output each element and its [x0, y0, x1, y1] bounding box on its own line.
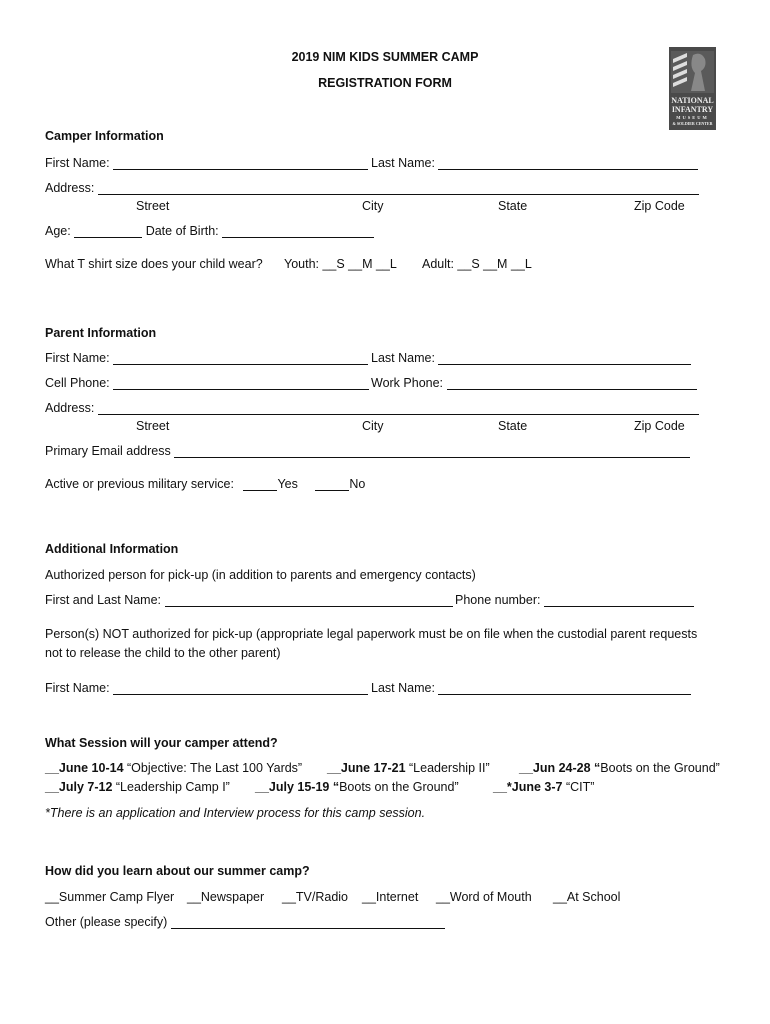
- learn-option-tv-radio[interactable]: __TV/Radio: [282, 890, 349, 904]
- camper-city-label: City: [362, 199, 384, 213]
- learn-option-internet[interactable]: __Internet: [362, 890, 419, 904]
- camper-address-field[interactable]: [98, 182, 699, 195]
- camper-age-label: Age:: [45, 224, 71, 238]
- session-4-name: “Leadership Camp I”: [112, 780, 230, 794]
- parent-state-label: State: [498, 419, 528, 433]
- authorized-phone-label: Phone number:: [455, 593, 541, 607]
- session-3-name: Boots on the Ground”: [600, 761, 720, 775]
- session-6-date: __*June 3-7: [493, 780, 563, 794]
- not-authorized-text-2: not to release the child to the other parent): [45, 646, 281, 660]
- camper-heading: Camper Information: [45, 129, 164, 143]
- tshirt-adult-sizes[interactable]: Adult: __S __M __L: [422, 257, 532, 271]
- session-2-name: “Leadership II”: [405, 761, 490, 775]
- parent-zip-label: Zip Code: [634, 419, 685, 433]
- camper-state-label: State: [498, 199, 528, 213]
- session-option-6[interactable]: [493, 780, 594, 794]
- parent-last-name-label: Last Name:: [371, 351, 435, 365]
- logo-text-line4: & SOLDIER CENTER: [672, 121, 713, 126]
- not-auth-first-name-label: First Name:: [45, 681, 110, 695]
- session-5-name: Boots on the Ground”: [339, 780, 459, 794]
- learn-option-newspaper[interactable]: __Newspaper: [187, 890, 265, 904]
- logo-text-line1: NATIONAL: [671, 96, 714, 105]
- not-authorized-text-1: Person(s) NOT authorized for pick-up (appropriate legal paperwork must be on file when the custodial parent requests: [45, 627, 698, 641]
- form-subtitle: REGISTRATION FORM: [318, 76, 452, 90]
- session-2-date: __June 17-21: [327, 761, 406, 775]
- camper-dob-label: Date of Birth:: [145, 224, 219, 238]
- logo-text-line2: INFANTRY: [671, 105, 714, 114]
- parent-cell-field[interactable]: [113, 377, 369, 390]
- session-option-2[interactable]: [327, 761, 490, 775]
- session-option-4[interactable]: [45, 780, 230, 794]
- learn-other-label: Other (please specify): [45, 915, 168, 929]
- camper-last-name-label: Last Name:: [371, 156, 435, 170]
- camper-zip-label: Zip Code: [634, 199, 685, 213]
- session-1-date: __June 10-14: [45, 761, 124, 775]
- tshirt-question: What T shirt size does your child wear?: [45, 257, 263, 271]
- learn-other-field[interactable]: [171, 916, 445, 929]
- flag-soldier-icon: [671, 51, 714, 93]
- session-option-3[interactable]: [519, 761, 720, 775]
- not-auth-first-name-field[interactable]: [113, 682, 368, 695]
- tshirt-youth-sizes[interactable]: Youth: __S __M __L: [284, 257, 397, 271]
- session-option-5[interactable]: [255, 780, 459, 794]
- camper-street-label: Street: [136, 199, 170, 213]
- military-no-field[interactable]: [315, 478, 349, 491]
- parent-work-label: Work Phone:: [371, 376, 444, 390]
- parent-work-field[interactable]: [447, 377, 697, 390]
- session-note: *There is an application and Interview process for this camp session.: [45, 806, 426, 820]
- military-yes-field[interactable]: [243, 478, 277, 491]
- camper-last-name-field[interactable]: [438, 157, 698, 170]
- authorized-name-field[interactable]: [165, 594, 453, 607]
- camper-dob-field[interactable]: [222, 225, 374, 238]
- parent-street-label: Street: [136, 419, 170, 433]
- session-5-date: __July 15-19 “: [255, 780, 340, 794]
- additional-heading: Additional Information: [45, 542, 179, 556]
- learn-option-school[interactable]: __At School: [553, 890, 621, 904]
- parent-first-name-field[interactable]: [113, 352, 368, 365]
- military-no-label: No: [349, 477, 366, 491]
- authorized-name-label: First and Last Name:: [45, 593, 162, 607]
- parent-last-name-field[interactable]: [438, 352, 691, 365]
- not-auth-last-name-field[interactable]: [438, 682, 691, 695]
- learn-heading: How did you learn about our summer camp?: [45, 864, 310, 878]
- parent-address-field[interactable]: [98, 402, 699, 415]
- session-3-date: __Jun 24-28 “: [519, 761, 601, 775]
- authorized-pickup-text: Authorized person for pick-up (in addition to parents and emergency contacts): [45, 568, 476, 582]
- parent-cell-label: Cell Phone:: [45, 376, 110, 390]
- parent-address-label: Address:: [45, 401, 95, 415]
- learn-option-word-of-mouth[interactable]: __Word of Mouth: [436, 890, 532, 904]
- session-6-name: “CIT”: [562, 780, 595, 794]
- parent-heading: Parent Information: [45, 326, 157, 340]
- camper-address-label: Address:: [45, 181, 95, 195]
- logo-text-line3: MUSEUM: [676, 115, 709, 120]
- session-heading: What Session will your camper attend?: [45, 736, 278, 750]
- session-4-date: __July 7-12: [45, 780, 113, 794]
- camper-age-field[interactable]: [74, 225, 142, 238]
- museum-logo: [669, 47, 716, 130]
- parent-city-label: City: [362, 419, 384, 433]
- form-title: 2019 NIM KIDS SUMMER CAMP: [291, 50, 479, 64]
- not-auth-last-name-label: Last Name:: [371, 681, 435, 695]
- camper-first-name-label: First Name:: [45, 156, 110, 170]
- camper-first-name-field[interactable]: [113, 157, 368, 170]
- parent-email-label: Primary Email address: [45, 444, 171, 458]
- session-1-name: “Objective: The Last 100 Yards”: [123, 761, 303, 775]
- military-yes-label: Yes: [277, 477, 298, 491]
- authorized-phone-field[interactable]: [544, 594, 694, 607]
- learn-option-flyer[interactable]: __Summer Camp Flyer: [45, 890, 175, 904]
- session-option-1[interactable]: [45, 761, 302, 775]
- military-label: Active or previous military service:: [45, 477, 234, 491]
- parent-email-field[interactable]: [174, 445, 690, 458]
- parent-first-name-label: First Name:: [45, 351, 110, 365]
